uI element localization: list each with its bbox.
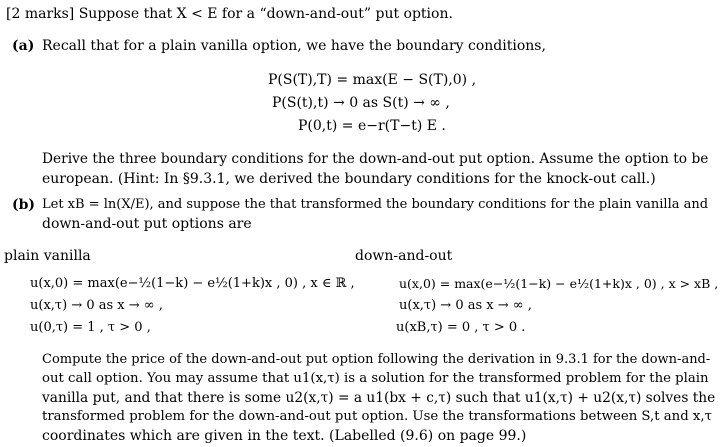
part-a-label: (a) xyxy=(12,38,35,54)
part-a-intro: Recall that for a plain vanilla option, we have the boundary conditions, xyxy=(42,38,546,54)
closing-line-4: transformed problem for the down-and-out put option. Use the transformations between S,t and x,τ xyxy=(42,409,712,424)
down-and-out-equation-2: u(x,τ) → 0 as x → ∞ , xyxy=(399,298,532,313)
part-a-equation-2: P(S(t),t) → 0 as S(t) → ∞ , xyxy=(272,95,450,111)
plain-vanilla-heading: plain vanilla xyxy=(4,248,91,264)
closing-line-1: Compute the price of the down-and-out put option following the derivation in 9.3.1 for the down-and- xyxy=(42,352,711,367)
question-intro: [2 marks] Suppose that X < E for a “down-and-out” put option. xyxy=(6,6,453,22)
plain-vanilla-equation-2: u(x,τ) → 0 as x → ∞ , xyxy=(30,298,163,313)
down-and-out-equation-1: u(x,0) = max(e−½(1−k) − e½(1+k)x , 0) , x > xB , xyxy=(399,276,719,291)
part-a-instruction-line-2: european. (Hint: In §9.3.1, we derived the boundary conditions for the knock-out call.) xyxy=(42,171,656,187)
plain-vanilla-equation-3: u(0,τ) = 1 , τ > 0 , xyxy=(30,320,151,335)
closing-line-2: out call option. You may assume that u1(x,τ) is a solution for the transformed problem for the plain xyxy=(42,371,709,386)
part-b-intro-line-2: down-and-out put options are xyxy=(42,216,252,232)
part-b-intro-line-1: Let xB = ln(X/E), and suppose the that transformed the boundary conditions for the plain vanilla and xyxy=(42,197,709,212)
part-a-equation-3: P(0,t) = e−r(T−t) E . xyxy=(298,118,446,134)
part-a-instruction-line-1: Derive the three boundary conditions for the down-and-out put option. Assume the option to be xyxy=(42,151,709,167)
part-b-label: (b) xyxy=(12,197,36,213)
down-and-out-equation-3: u(xB,τ) = 0 , τ > 0 . xyxy=(396,320,526,335)
down-and-out-heading: down-and-out xyxy=(355,248,453,264)
closing-line-3: vanilla put, and that there is some u2(x,τ) = a u1(bx + c,τ) such that u1(x,τ) + u2(x,τ) solves the xyxy=(42,390,716,406)
plain-vanilla-equation-1: u(x,0) = max(e−½(1−k) − e½(1+k)x , 0) , x ∈ ℝ , xyxy=(30,276,355,291)
part-a-equation-1: P(S(T),T) = max(E − S(T),0) , xyxy=(268,72,477,88)
closing-line-5: coordinates which are given in the text. (Labelled (9.6) on page 99.) xyxy=(42,428,527,444)
